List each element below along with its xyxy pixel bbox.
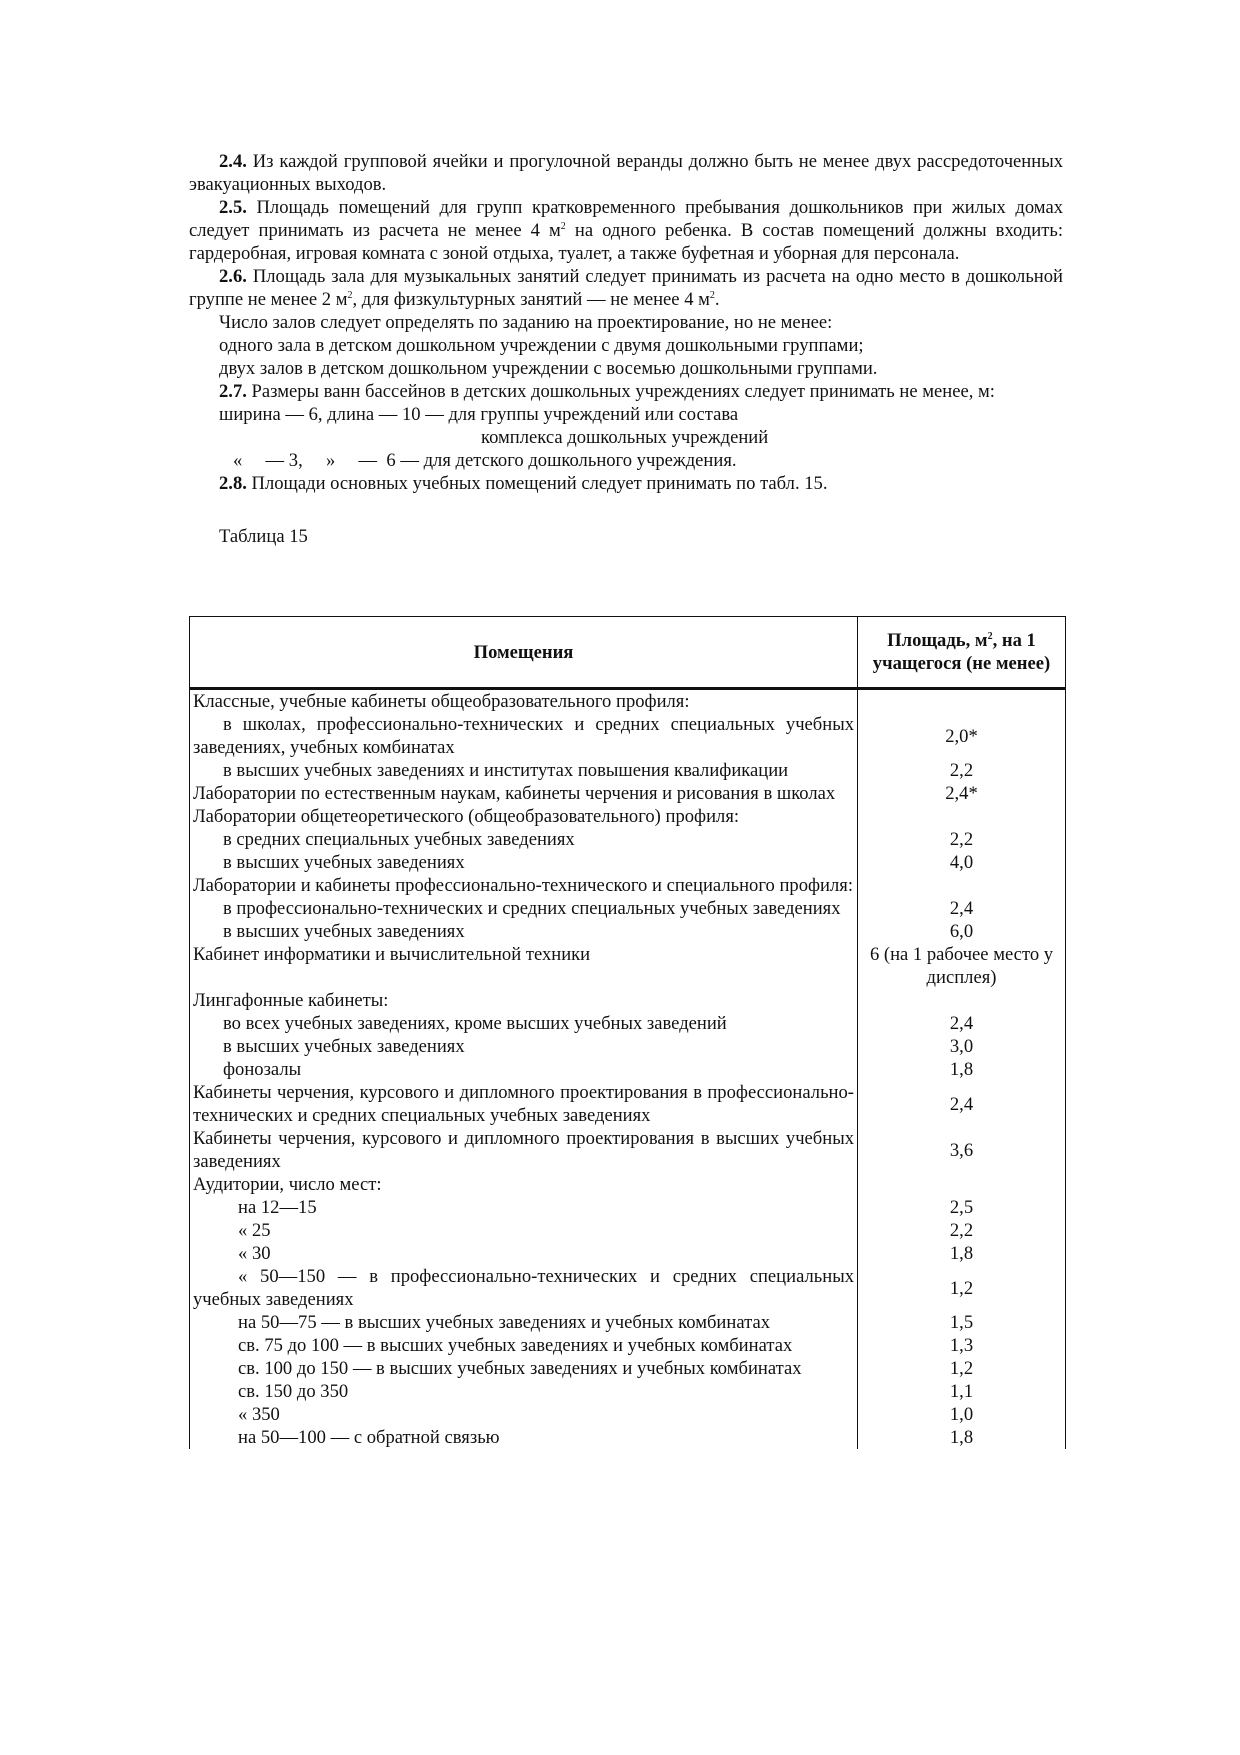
area-cell (858, 989, 1066, 1012)
room-cell (190, 1173, 858, 1196)
halls-item-2: двух залов в детском дошкольном учреждении с восемью дошкольными группами. (219, 358, 878, 379)
room-cell (190, 1196, 858, 1219)
area-value: 1,8 (949, 1243, 974, 1264)
table-row (190, 1035, 1066, 1058)
area-value: 6 (на 1 рабочее место у дисплея) (869, 944, 1054, 988)
paragraph-text: . (714, 289, 720, 310)
area-cell (858, 1058, 1066, 1081)
area-value: 1,1 (949, 1381, 974, 1402)
halls-item-1: одного зала в детском дошкольном учреждении с двумя дошкольными группами; (219, 335, 864, 356)
room-name: св. 150 до 350 (238, 1381, 349, 1402)
header-area (858, 617, 1066, 689)
table-row (190, 874, 1066, 897)
area-value: 1,5 (949, 1312, 974, 1333)
area-cell (858, 897, 1066, 920)
room-name: в высших учебных заведениях (223, 1036, 465, 1057)
paragraph-number: 2.6. (219, 266, 247, 287)
area-cell (858, 943, 1066, 989)
table-row (190, 1219, 1066, 1242)
table-row (190, 1380, 1066, 1403)
header-rooms: Помещения (190, 617, 858, 689)
room-name: Классные, учебные кабинеты общеобразовательного профиля: (193, 691, 690, 712)
area-cell (858, 713, 1066, 759)
area-value: 1,3 (949, 1335, 974, 1356)
area-cell (858, 1426, 1066, 1449)
table-row (190, 1334, 1066, 1357)
room-name: Лингафонные кабинеты: (193, 990, 389, 1011)
area-value: 2,4 (949, 898, 974, 919)
paragraph-number: 2.8. (219, 473, 247, 494)
pool-sizes-line-3: « — 3, » — 6 — для детского дошкольного учреждения. (233, 450, 737, 471)
room-name: на 12—15 (238, 1197, 317, 1218)
area-value: 2,2 (949, 760, 974, 781)
room-name: в школах, профессионально-технических и средних специальных учебных заведениях, учебных комбинатах (193, 714, 854, 758)
pool-sizes-line-2: комплекса дошкольных учреждений (481, 427, 769, 448)
area-value: 2,4* (945, 783, 978, 804)
table-row (190, 713, 1066, 759)
area-cell (858, 1219, 1066, 1242)
paragraph-2-4 (189, 150, 1063, 196)
room-name: св. 75 до 100 — в высших учебных заведениях и учебных комбинатах (238, 1335, 793, 1356)
area-cell (858, 920, 1066, 943)
area-value: 3,6 (949, 1139, 974, 1161)
paragraph-text: на одного ребенка. В состав помещений должны входить: гардеробная, игровая комната с зоной отдыха, туалет, а также буфетная и уборная для персонала. (189, 220, 1063, 264)
room-cell (190, 1127, 858, 1173)
paragraph-text: Площадь зала для музыкальных занятий следует принимать из расчета на одно место в дошкольной группе не менее 2 м (189, 266, 1063, 310)
table-row (190, 1058, 1066, 1081)
paragraph-text: Площадь помещений для групп кратковременного пребывания дошкольников при жилых домах следует принимать из расчета не менее 4 м (189, 197, 1063, 241)
area-cell (858, 1403, 1066, 1426)
area-cell (858, 1265, 1066, 1311)
room-cell (190, 1035, 858, 1058)
table-row (190, 1426, 1066, 1449)
area-cell (858, 1173, 1066, 1196)
area-value: 2,4 (949, 1013, 974, 1034)
room-cell (190, 1426, 858, 1449)
table-row (190, 759, 1066, 782)
room-cell (190, 1403, 858, 1426)
paragraph-2-6 (189, 265, 1063, 311)
room-name: Лаборатории по естественным наукам, кабинеты черчения и рисования в школах (193, 783, 836, 804)
area-value: 3,0 (949, 1036, 974, 1057)
room-cell (190, 920, 858, 943)
area-cell (858, 1081, 1066, 1127)
header-area-text-rest: , на 1 учащегося (не менее) (872, 630, 1051, 674)
room-name: « 25 (238, 1220, 271, 1241)
room-name: « 350 (238, 1404, 280, 1425)
room-name: в средних специальных учебных заведениях (223, 829, 575, 850)
room-name: Кабинеты черчения, курсового и дипломного проектирования в профессионально-технических и средних специальных учебных заведениях (193, 1082, 854, 1126)
area-cell (858, 1035, 1066, 1058)
area-value: 1,2 (949, 1277, 974, 1299)
paragraph-2-8 (189, 472, 1063, 495)
document-body (189, 150, 1063, 548)
room-cell (190, 805, 858, 828)
room-name: Лаборатории и кабинеты профессионально-технического и специального профиля: (193, 875, 853, 896)
area-value: 1,2 (949, 1358, 974, 1379)
superscript: 2 (347, 290, 353, 301)
halls-intro: Число залов следует определять по заданию на проектирование, но не менее: (219, 312, 833, 333)
table-row (190, 1012, 1066, 1035)
area-cell (858, 828, 1066, 851)
area-cell (858, 1196, 1066, 1219)
room-name: на 50—100 — с обратной связью (238, 1427, 500, 1448)
room-name: во всех учебных заведениях, кроме высших учебных заведений (223, 1013, 727, 1034)
area-cell (858, 1380, 1066, 1403)
area-cell (858, 1311, 1066, 1334)
header-area-text: Площадь, м (887, 630, 988, 651)
paragraph-text: Размеры ванн бассейнов в детских дошкольных учреждениях следует принимать не менее, м: (246, 381, 995, 402)
area-value: 1,8 (949, 1427, 974, 1448)
area-value: 2,0* (945, 725, 978, 747)
table-row (190, 897, 1066, 920)
table-body (190, 689, 1066, 1450)
table-caption: Таблица 15 (219, 526, 308, 547)
area-value: 2,4 (949, 1093, 974, 1115)
table-row (190, 1265, 1066, 1311)
area-value: 2,2 (949, 1220, 974, 1241)
area-cell (858, 851, 1066, 874)
area-cell (858, 1127, 1066, 1173)
room-cell (190, 1219, 858, 1242)
table-row (190, 1357, 1066, 1380)
room-name: Кабинет информатики и вычислительной техники (193, 944, 591, 965)
room-name: Кабинеты черчения, курсового и дипломного проектирования в высших учебных заведениях (193, 1128, 854, 1172)
room-cell (190, 897, 858, 920)
room-cell (190, 713, 858, 759)
superscript: 2 (987, 631, 993, 642)
table-row (190, 989, 1066, 1012)
room-name: фонозалы (223, 1059, 302, 1080)
room-cell (190, 1012, 858, 1035)
superscript: 2 (560, 221, 566, 232)
paragraph-text: Из каждой групповой ячейки и прогулочной веранды должно быть не менее двух рассредоточенных эвакуационных выходов. (189, 151, 1063, 195)
room-name: Аудитории, число мест: (193, 1174, 382, 1195)
area-cell (858, 1012, 1066, 1035)
area-cell (858, 1242, 1066, 1265)
paragraph-number: 2.7. (219, 381, 247, 402)
room-name: в высших учебных заведениях (223, 852, 465, 873)
paragraph-text: Площади основных учебных помещений следует принимать по табл. 15. (246, 473, 828, 494)
table-row (190, 1127, 1066, 1173)
room-cell (190, 1380, 858, 1403)
superscript: 2 (709, 290, 715, 301)
room-cell (190, 1334, 858, 1357)
area-cell (858, 689, 1066, 714)
room-name: Лаборатории общетеоретического (общеобразовательного) профиля: (193, 806, 740, 827)
room-name: в профессионально-технических и средних специальных учебных заведениях (223, 898, 841, 919)
room-cell (190, 1311, 858, 1334)
paragraph-2-5 (189, 196, 1063, 265)
room-cell (190, 759, 858, 782)
room-cell (190, 1081, 858, 1127)
area-cell (858, 805, 1066, 828)
room-cell (190, 782, 858, 805)
pool-sizes-line-1: ширина — 6, длина — 10 — для группы учреждений или состава (219, 404, 739, 425)
room-name: на 50—75 — в высших учебных заведениях и учебных комбинатах (238, 1312, 771, 1333)
room-cell (190, 1242, 858, 1265)
area-value: 1,0 (949, 1404, 974, 1425)
paragraph-number: 2.4. (219, 151, 247, 172)
area-cell (858, 782, 1066, 805)
paragraph-number: 2.5. (219, 197, 247, 218)
paragraph-2-7 (189, 380, 1063, 403)
table-row (190, 828, 1066, 851)
table-row (190, 689, 1066, 714)
room-cell (190, 689, 858, 714)
room-cell (190, 828, 858, 851)
room-cell (190, 989, 858, 1012)
room-name: в высших учебных заведениях и институтах повышения квалификации (223, 760, 789, 781)
table-row (190, 1081, 1066, 1127)
room-name: « 30 (238, 1243, 271, 1264)
table-row (190, 1196, 1066, 1219)
room-cell (190, 1357, 858, 1380)
table-row (190, 920, 1066, 943)
room-cell (190, 1265, 858, 1311)
area-cell (858, 874, 1066, 897)
area-cell (858, 1334, 1066, 1357)
room-cell (190, 851, 858, 874)
room-name: в высших учебных заведениях (223, 921, 465, 942)
table-row (190, 1242, 1066, 1265)
table-row (190, 1311, 1066, 1334)
table-15 (189, 616, 1066, 1449)
table-row (190, 943, 1066, 989)
table-row (190, 1403, 1066, 1426)
area-value: 1,8 (949, 1059, 974, 1080)
paragraph-text: , для физкультурных занятий — не менее 4 м (352, 289, 710, 310)
table-row (190, 851, 1066, 874)
area-cell (858, 1357, 1066, 1380)
area-value: 6,0 (949, 921, 974, 942)
area-cell (858, 759, 1066, 782)
area-value: 2,2 (949, 829, 974, 850)
room-name: « 50—150 — в профессионально-технических и средних специальных учебных заведениях (193, 1266, 854, 1310)
room-name: св. 100 до 150 — в высших учебных заведениях и учебных комбинатах (238, 1358, 802, 1379)
room-cell (190, 1058, 858, 1081)
table-row (190, 1173, 1066, 1196)
table-header-row (190, 617, 1066, 689)
table-row (190, 805, 1066, 828)
area-value: 4,0 (949, 852, 974, 873)
room-cell (190, 874, 858, 897)
area-value: 2,5 (949, 1197, 974, 1218)
table-row (190, 782, 1066, 805)
room-cell (190, 943, 858, 989)
